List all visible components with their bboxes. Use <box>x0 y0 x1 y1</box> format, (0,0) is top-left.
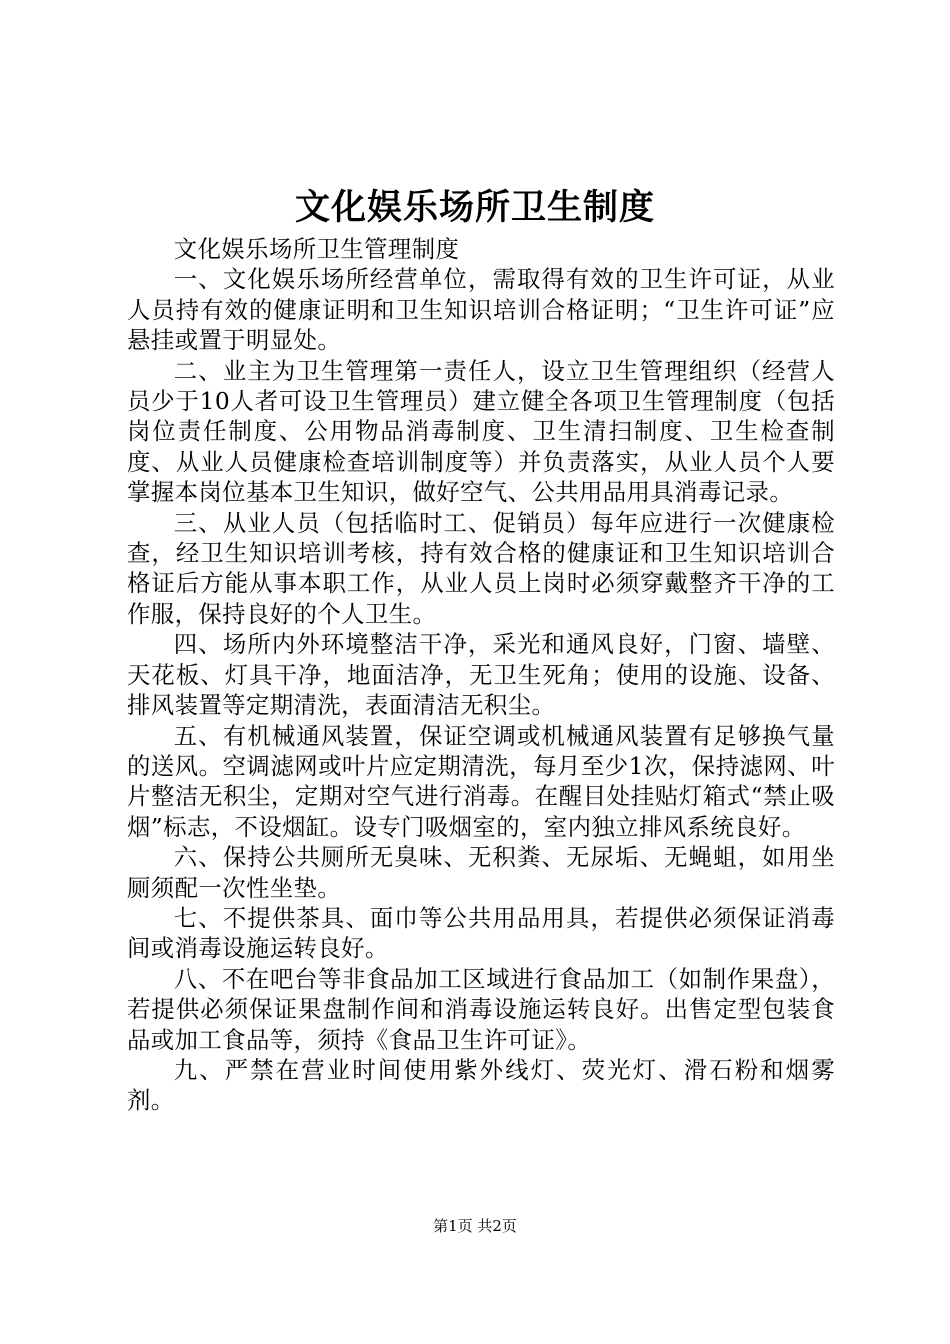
document-body <box>127 234 835 1116</box>
paragraph-6: 六、保持公共厕所无臭味、无积粪、无尿垢、无蝇蛆，如用坐厕须配一次性坐垫。 <box>127 843 835 902</box>
paragraph-5: 五、有机械通风装置，保证空调或机械通风装置有足够换气量的送风。空调滤网或叶片应定期清洗，每月至少1次，保持滤网、叶片整洁无积尘，定期对空气进行消毒。在醒目处挂贴灯箱式“禁止吸烟”标志，不设烟缸。设专门吸烟室的，室内独立排风系统良好。 <box>127 721 835 841</box>
paragraph-9: 九、严禁在营业时间使用紫外线灯、荧光灯、滑石粉和烟雾剂。 <box>127 1055 835 1115</box>
document-title: 文化娱乐场所卫生制度 <box>294 187 655 228</box>
paragraph-3: 三、从业人员（包括临时工、促销员）每年应进行一次健康检查，经卫生知识培训考核，持有效合格的健康证和卫生知识培训合格证后方能从事本职工作，从业人员上岗时必须穿戴整齐干净的工作服，保持良好的个人卫生。 <box>127 508 835 628</box>
paragraph-2: 二、业主为卫生管理第一责任人，设立卫生管理组织（经营人员少于10人者可设卫生管理员）建立健全各项卫生管理制度（包括岗位责任制度、公用物品消毒制度、卫生清扫制度、卫生检查制度、从业人员健康检查培训制度等）并负责落实，从业人员个人要掌握本岗位基本卫生知识，做好空气、公共用品用具消毒记录。 <box>127 356 835 507</box>
page-number-footer: 第1页 共2页 <box>433 1217 517 1235</box>
paragraph-7: 七、不提供茶具、面巾等公共用品用具，若提供必须保证消毒间或消毒设施运转良好。 <box>127 903 835 963</box>
paragraph-8: 八、不在吧台等非食品加工区域进行食品加工（如制作果盘），若提供必须保证果盘制作间和消毒设施运转良好。出售定型包装食品或加工食品等，须持《食品卫生许可证》。 <box>127 964 835 1054</box>
paragraph-4: 四、场所内外环境整洁干净，采光和通风良好，门窗、墙壁、天花板、灯具干净，地面洁净，无卫生死角；使用的设施、设备、排风装置等定期清洗，表面清洁无积尘。 <box>127 630 835 720</box>
paragraph-1: 一、文化娱乐场所经营单位，需取得有效的卫生许可证，从业人员持有效的健康证明和卫生知识培训合格证明；“卫生许可证”应悬挂或置于明显处。 <box>127 265 835 355</box>
paragraph-subtitle: 文化娱乐场所卫生管理制度 <box>173 235 460 263</box>
